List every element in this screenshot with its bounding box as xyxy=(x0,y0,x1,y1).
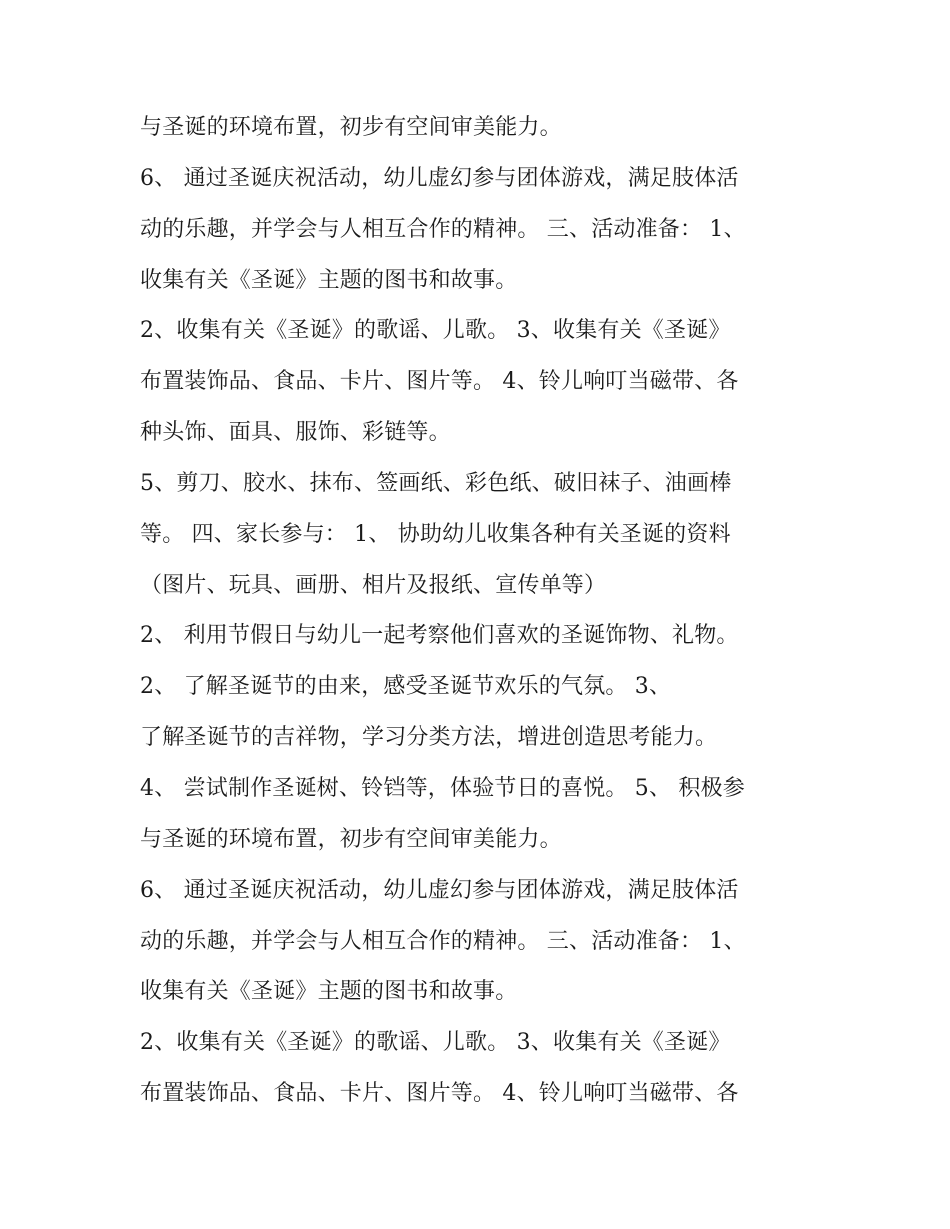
text-line: 与圣诞的环境布置，初步有空间审美能力。 xyxy=(140,115,562,140)
text-line: 5、剪刀、胶水、抹布、签画纸、彩色纸、破旧袜子、油画棒 xyxy=(140,470,732,496)
text-line: 收集有关《圣诞》主题的图书和故事。 xyxy=(140,267,518,293)
text-line: 布置装饰品、食品、卡片、图片等。 4、铃儿响叮当磁带、各 xyxy=(140,1081,739,1107)
text-line: 2、 了解圣诞节的由来，感受圣诞节欢乐的气氛。 3、 xyxy=(140,674,672,700)
text-line: 2、收集有关《圣诞》的歌谣、儿歌。 3、收集有关《圣诞》 xyxy=(140,318,731,344)
text-line: 了解圣诞节的吉祥物，学习分类方法，增进创造思考能力。 xyxy=(140,725,718,751)
text-line: 6、 通过圣诞庆祝活动，幼儿虚幻参与团体游戏，满足肢体活 xyxy=(140,877,739,903)
text-line: 与圣诞的环境布置，初步有空间审美能力。 xyxy=(140,826,562,852)
text-line: 动的乐趣，并学会与人相互合作的精神。 三、活动准备： 1、 xyxy=(140,216,746,242)
text-line: 收集有关《圣诞》主题的图书和故事。 xyxy=(140,979,518,1005)
text-line: 4、 尝试制作圣诞树、铃铛等，体验节日的喜悦。 5、 积极参 xyxy=(140,775,745,801)
text-line: 布置装饰品、食品、卡片、图片等。 4、铃儿响叮当磁带、各 xyxy=(140,369,739,395)
text-line: 种头饰、面具、服饰、彩链等。 xyxy=(140,420,451,446)
text-line: 动的乐趣，并学会与人相互合作的精神。 三、活动准备： 1、 xyxy=(140,928,746,954)
document-body xyxy=(140,103,820,1120)
text-line: 2、收集有关《圣诞》的歌谣、儿歌。 3、收集有关《圣诞》 xyxy=(140,1030,731,1056)
text-line: 6、 通过圣诞庆祝活动，幼儿虚幻参与团体游戏，满足肢体活 xyxy=(140,165,739,191)
text-line: （图片、玩具、画册、相片及报纸、宣传单等） xyxy=(140,572,607,598)
text-line: 2、 利用节假日与幼儿一起考察他们喜欢的圣诞饰物、礼物。 xyxy=(140,623,739,649)
text-line: 等。 四、家长参与： 1、 协助幼儿收集各种有关圣诞的资料 xyxy=(140,521,731,547)
